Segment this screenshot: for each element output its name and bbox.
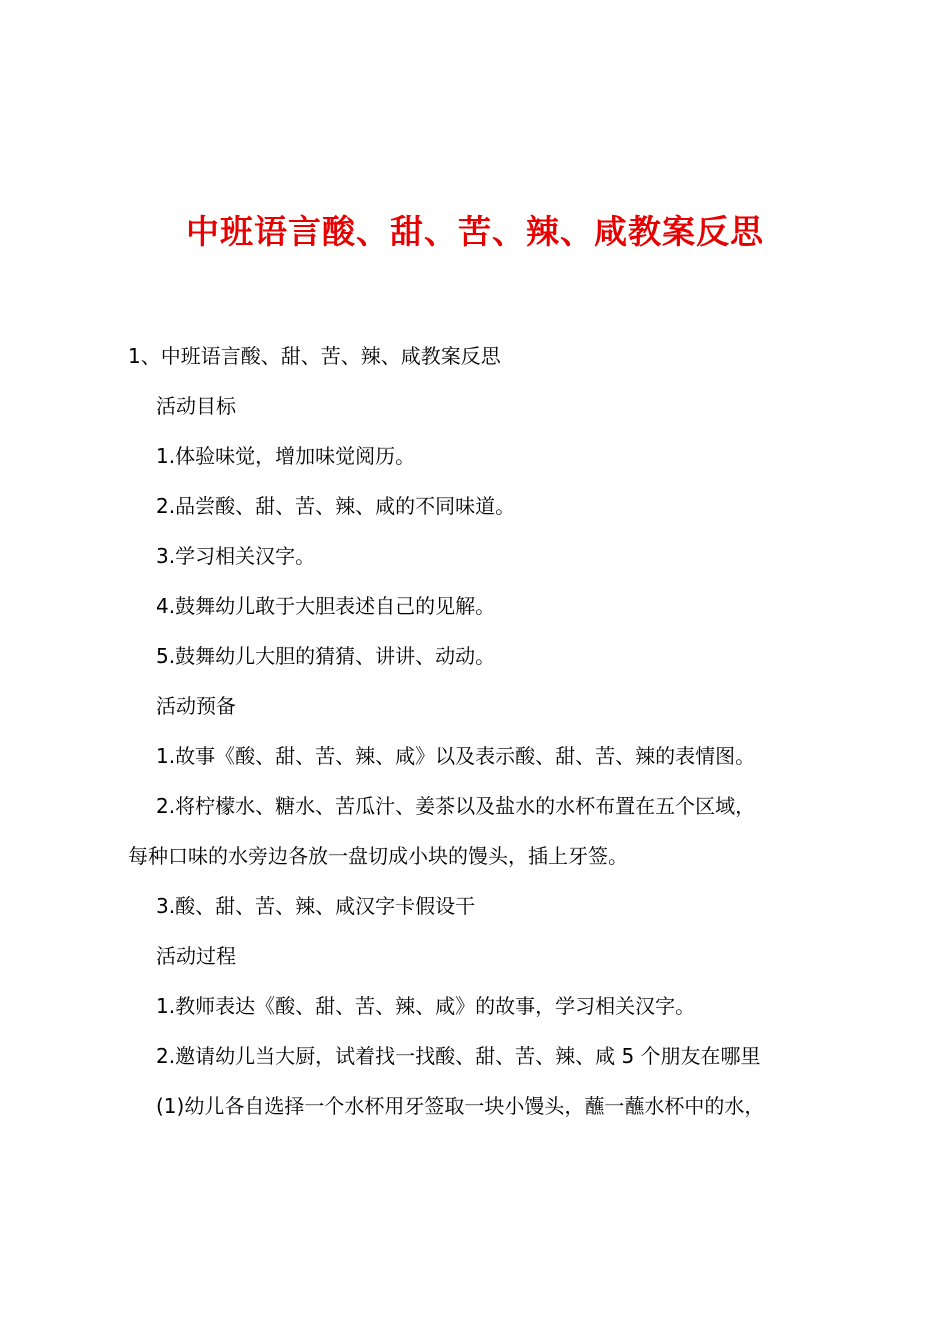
subsection-heading: 活动预备 (156, 694, 236, 718)
subsection-heading: 活动目标 (156, 394, 236, 418)
paragraph-line: 2.将柠檬水、糖水、苦瓜汁、姜茶以及盐水的水杯布置在五个区域， (156, 794, 756, 818)
document-title: 中班语言酸、甜、苦、辣、咸教案反思 (186, 212, 764, 251)
paragraph-line: 5.鼓舞幼儿大胆的猜猜、讲讲、动动。 (156, 644, 496, 668)
paragraph-line: 1.体验味觉，增加味觉阅历。 (156, 444, 416, 468)
paragraph-line: (1)幼儿各自选择一个水杯用牙签取一块小馒头，蘸一蘸水杯中的水， (156, 1094, 765, 1118)
paragraph-line: 2.邀请幼儿当大厨，试着找一找酸、甜、苦、辣、咸 5 个朋友在哪里 (156, 1044, 761, 1068)
paragraph-line: 每种口味的水旁边各放一盘切成小块的馒头，插上牙签。 (128, 844, 628, 868)
subsection-heading: 活动过程 (156, 944, 236, 968)
paragraph-line: 4.鼓舞幼儿敢于大胆表述自己的见解。 (156, 594, 496, 618)
paragraph-line: 2.品尝酸、甜、苦、辣、咸的不同味道。 (156, 494, 516, 518)
paragraph-line: 1.教师表达《酸、甜、苦、辣、咸》的故事，学习相关汉字。 (156, 994, 696, 1018)
paragraph-line: 3.学习相关汉字。 (156, 544, 316, 568)
paragraph-line: 3.酸、甜、苦、辣、咸汉字卡假设干 (156, 894, 476, 918)
section-heading: 1、中班语言酸、甜、苦、辣、咸教案反思 (128, 344, 501, 368)
paragraph-line: 1.故事《酸、甜、苦、辣、咸》以及表示酸、甜、苦、辣的表情图。 (156, 744, 756, 768)
